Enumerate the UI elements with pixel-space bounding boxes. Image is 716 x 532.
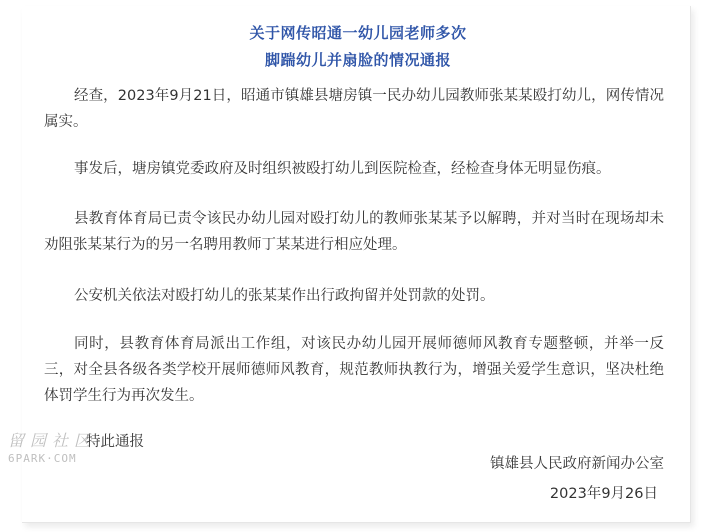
paragraph-police-penalty: 公安机关依法对殴打幼儿的张某某作出行政拘留并处罚款的处罚。	[74, 288, 495, 304]
paragraph-dismissal: 县教育体育局已责令该民办幼儿园对殴打幼儿的教师张某某予以解聘，并对当时在现场却未劝阻张某某行为的另一名聘用教师丁某某进行相应处理。	[44, 211, 664, 253]
issue-date: 2023年9月26日	[549, 486, 658, 502]
issuing-office: 镇雄县人民政府新闻办公室	[490, 456, 664, 472]
site-watermark	[8, 432, 96, 468]
paragraph-rectification: 同时，县教育体育局派出工作组，对该民办幼儿园开展师德师风教育专题整顿，并举一反三，对全县各级各类学校开展师德师风教育，规范教师执教行为，增强关爱学生意识，坚决杜绝体罚学生行为再次发生。	[44, 336, 664, 404]
paragraph-medical-check: 事发后，塘房镇党委政府及时组织被殴打幼儿到医院检查，经检查身体无明显伤痕。	[74, 161, 611, 177]
notice-title-line-1: 关于网传昭通一幼儿园老师多次	[249, 24, 467, 42]
paragraph-investigation: 经查，2023年9月21日，昭通市镇雄县塘房镇一民办幼儿园教师张某某殴打幼儿，网传情况属实。	[44, 88, 664, 130]
closing-phrase: 特此通报	[86, 434, 144, 450]
watermark-english: 6PARK·COM	[8, 452, 77, 465]
notice-title-line-2: 脚踹幼儿并扇脸的情况通报	[264, 51, 451, 69]
watermark-chinese: 留园社区	[8, 431, 97, 450]
